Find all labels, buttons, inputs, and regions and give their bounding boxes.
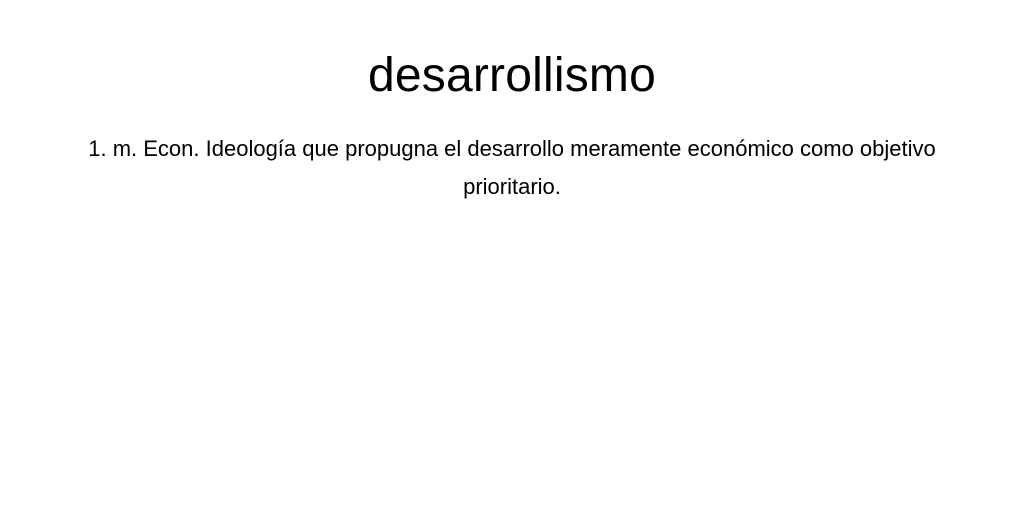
definition-text: 1. m. Econ. Ideología que propugna el desarrollo meramente económico como objetivo prioritario. xyxy=(88,136,936,199)
headword: desarrollismo xyxy=(367,49,657,102)
